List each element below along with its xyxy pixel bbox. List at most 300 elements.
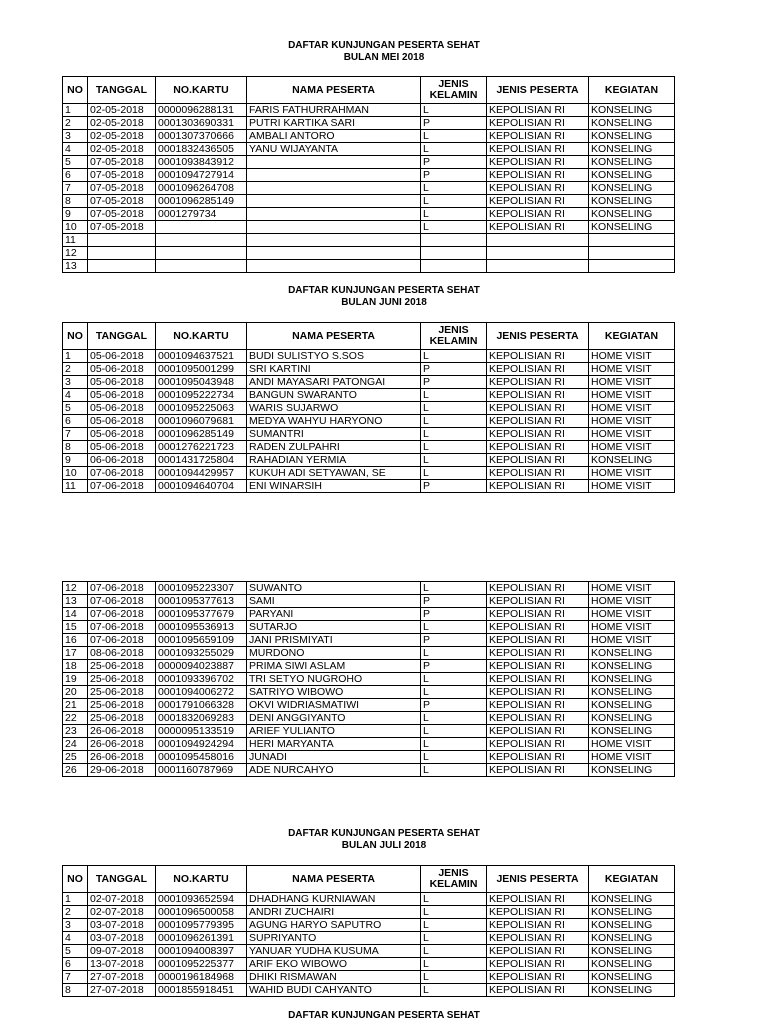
table-cell: L <box>421 738 487 751</box>
table-cell <box>156 234 247 247</box>
table-cell: KONSELING <box>589 195 675 208</box>
table-cell: 0001855918451 <box>156 984 247 997</box>
table-cell: 1 <box>63 893 88 906</box>
table-cell: 0001832069283 <box>156 712 247 725</box>
table-row <box>63 104 675 117</box>
table-cell: HOME VISIT <box>589 595 675 608</box>
table-cell: HOME VISIT <box>589 441 675 454</box>
table-cell: 24 <box>63 738 88 751</box>
table-body <box>63 350 675 493</box>
table-cell: L <box>421 182 487 195</box>
table-cell: 05-06-2018 <box>88 428 156 441</box>
table-cell: P <box>421 480 487 493</box>
table-cell: KEPOLISIAN RI <box>487 169 589 182</box>
table-cell: 6 <box>63 415 88 428</box>
table-row <box>63 389 675 402</box>
column-header: JENIS KELAMIN <box>421 866 487 893</box>
table-cell: 0001832436505 <box>156 143 247 156</box>
table-cell: HOME VISIT <box>589 751 675 764</box>
table-cell: KONSELING <box>589 117 675 130</box>
table-cell: 11 <box>63 480 88 493</box>
table-row <box>63 415 675 428</box>
column-header: KEGIATAN <box>589 866 675 893</box>
table-cell <box>156 247 247 260</box>
table-row <box>63 260 675 273</box>
table-cell: KEPOLISIAN RI <box>487 647 589 660</box>
table-cell: L <box>421 415 487 428</box>
table-cell: L <box>421 467 487 480</box>
table-cell: L <box>421 958 487 971</box>
table-cell: KEPOLISIAN RI <box>487 182 589 195</box>
table-cell: 5 <box>63 402 88 415</box>
table-cell: KEPOLISIAN RI <box>487 595 589 608</box>
table-cell: 14 <box>63 608 88 621</box>
table-cell: 0001094429957 <box>156 467 247 480</box>
table-cell: KEPOLISIAN RI <box>487 143 589 156</box>
table-cell: HOME VISIT <box>589 376 675 389</box>
table-cell: HOME VISIT <box>589 415 675 428</box>
table-cell: L <box>421 764 487 777</box>
table-cell: HOME VISIT <box>589 621 675 634</box>
table-row <box>63 647 675 660</box>
table-row <box>63 660 675 673</box>
table-cell: 26-06-2018 <box>88 751 156 764</box>
table-cell: 03-07-2018 <box>88 932 156 945</box>
table-cell: 0001094006272 <box>156 686 247 699</box>
table-cell: HOME VISIT <box>589 634 675 647</box>
table-row <box>63 182 675 195</box>
column-header: NO.KARTU <box>156 77 247 104</box>
table-cell: 13 <box>63 595 88 608</box>
table-cell: 0001093396702 <box>156 673 247 686</box>
table-cell: ADE NURCAHYO <box>247 764 421 777</box>
table-cell: WAHID BUDI CAHYANTO <box>247 984 421 997</box>
table-cell: PARYANI <box>247 608 421 621</box>
table-cell: L <box>421 221 487 234</box>
table-cell: KONSELING <box>589 182 675 195</box>
table-cell: P <box>421 363 487 376</box>
table-cell <box>487 234 589 247</box>
table-cell: P <box>421 699 487 712</box>
table-cell <box>421 234 487 247</box>
table-cell: KEPOLISIAN RI <box>487 673 589 686</box>
column-header: JENIS KELAMIN <box>421 323 487 350</box>
table-cell: KEPOLISIAN RI <box>487 467 589 480</box>
table-cell: 03-07-2018 <box>88 919 156 932</box>
table-cell: 0001095659109 <box>156 634 247 647</box>
column-header: JENIS PESERTA <box>487 77 589 104</box>
table-cell: SUPRIYANTO <box>247 932 421 945</box>
column-header: KEGIATAN <box>589 323 675 350</box>
table-cell: HOME VISIT <box>589 480 675 493</box>
table-cell: 7 <box>63 182 88 195</box>
table-cell: KEPOLISIAN RI <box>487 738 589 751</box>
table-cell: L <box>421 143 487 156</box>
table-cell: SATRIYO WIBOWO <box>247 686 421 699</box>
table-cell <box>589 247 675 260</box>
table-cell: KONSELING <box>589 712 675 725</box>
table-cell <box>156 260 247 273</box>
table-row <box>63 712 675 725</box>
table-row <box>63 234 675 247</box>
table-cell: SUWANTO <box>247 582 421 595</box>
table-cell: 27-07-2018 <box>88 984 156 997</box>
table-cell: KEPOLISIAN RI <box>487 764 589 777</box>
table-cell: BUDI SULISTYO S.SOS <box>247 350 421 363</box>
table-cell: 9 <box>63 454 88 467</box>
table-cell: BANGUN SWARANTO <box>247 389 421 402</box>
table-cell: KEPOLISIAN RI <box>487 945 589 958</box>
table-cell <box>421 247 487 260</box>
table-cell: KUKUH ADI SETYAWAN, SE <box>247 467 421 480</box>
table-cell: L <box>421 751 487 764</box>
table-row <box>63 363 675 376</box>
table-cell: 26-06-2018 <box>88 725 156 738</box>
table-cell: KONSELING <box>589 156 675 169</box>
table-cell: KEPOLISIAN RI <box>487 608 589 621</box>
table-row <box>63 221 675 234</box>
table-cell: KONSELING <box>589 958 675 971</box>
table-cell: 0001095222734 <box>156 389 247 402</box>
table-header <box>63 866 675 893</box>
table-cell: 13 <box>63 260 88 273</box>
table-row <box>63 699 675 712</box>
table-cell: 0001094727914 <box>156 169 247 182</box>
table-cell: 0000096288131 <box>156 104 247 117</box>
section-title: DAFTAR KUNJUNGAN PESERTA SEHAT <box>288 828 480 839</box>
table-cell: KEPOLISIAN RI <box>487 104 589 117</box>
table-row <box>63 984 675 997</box>
table-cell: HOME VISIT <box>589 582 675 595</box>
table-cell: 2 <box>63 117 88 130</box>
table-cell: MURDONO <box>247 647 421 660</box>
table-row <box>63 634 675 647</box>
table-row <box>63 376 675 389</box>
section-subtitle: BULAN MEI 2018 <box>343 52 425 63</box>
table-cell: 19 <box>63 673 88 686</box>
table-row <box>63 919 675 932</box>
table-cell <box>247 169 421 182</box>
table-cell: 8 <box>63 195 88 208</box>
column-header: NO.KARTU <box>156 323 247 350</box>
table-cell: KEPOLISIAN RI <box>487 621 589 634</box>
table-cell <box>589 260 675 273</box>
table-cell: KEPOLISIAN RI <box>487 350 589 363</box>
table-cell: HERI MARYANTA <box>247 738 421 751</box>
table-cell: KONSELING <box>589 143 675 156</box>
table-cell: 25-06-2018 <box>88 673 156 686</box>
table-cell: KEPOLISIAN RI <box>487 195 589 208</box>
table-cell: 0001095225063 <box>156 402 247 415</box>
table-row <box>63 454 675 467</box>
table-cell: 4 <box>63 143 88 156</box>
table-cell: SUTARJO <box>247 621 421 634</box>
table-cell: L <box>421 208 487 221</box>
table-cell: AGUNG HARYO SAPUTRO <box>247 919 421 932</box>
table-mei <box>62 76 675 273</box>
table-cell: KONSELING <box>589 764 675 777</box>
table-cell <box>247 234 421 247</box>
table-cell: 09-07-2018 <box>88 945 156 958</box>
table-cell: SUMANTRI <box>247 428 421 441</box>
table-cell: DENI ANGGIYANTO <box>247 712 421 725</box>
table-cell: 0001096285149 <box>156 428 247 441</box>
table-row <box>63 156 675 169</box>
table-cell: L <box>421 919 487 932</box>
table-cell: KEPOLISIAN RI <box>487 906 589 919</box>
table-cell: HOME VISIT <box>589 467 675 480</box>
table-cell: KONSELING <box>589 673 675 686</box>
column-header: JENIS KELAMIN <box>421 77 487 104</box>
table-cell: 6 <box>63 958 88 971</box>
table-cell: 0001094637521 <box>156 350 247 363</box>
table-cell: KONSELING <box>589 647 675 660</box>
table-cell: 05-06-2018 <box>88 389 156 402</box>
table-cell: 7 <box>63 428 88 441</box>
section-subtitle: BULAN JULI 2018 <box>341 840 427 851</box>
column-header: NO <box>63 77 88 104</box>
table-row <box>63 971 675 984</box>
table-cell: 0001094008397 <box>156 945 247 958</box>
table-cell: 07-06-2018 <box>88 595 156 608</box>
table-cell: 25-06-2018 <box>88 712 156 725</box>
table-juni <box>62 322 675 493</box>
table-cell: 3 <box>63 130 88 143</box>
table-cell: SAMI <box>247 595 421 608</box>
table-cell: L <box>421 350 487 363</box>
header-row <box>63 866 675 893</box>
table-cell: P <box>421 608 487 621</box>
table-cell: 8 <box>63 984 88 997</box>
table-cell: P <box>421 169 487 182</box>
table-cell: L <box>421 130 487 143</box>
table-cell: 08-06-2018 <box>88 647 156 660</box>
table-cell: 0001096264708 <box>156 182 247 195</box>
column-header: TANGGAL <box>88 323 156 350</box>
table-row <box>63 441 675 454</box>
table-cell: KEPOLISIAN RI <box>487 208 589 221</box>
table-cell <box>589 234 675 247</box>
table-cell: L <box>421 673 487 686</box>
table-cell: PUTRI KARTIKA SARI <box>247 117 421 130</box>
table-cell: 22 <box>63 712 88 725</box>
table-cell: KEPOLISIAN RI <box>487 893 589 906</box>
table-cell: 21 <box>63 699 88 712</box>
table-cell: 8 <box>63 441 88 454</box>
table-cell: KEPOLISIAN RI <box>487 441 589 454</box>
table-cell: KONSELING <box>589 686 675 699</box>
table-cell: 07-05-2018 <box>88 156 156 169</box>
table-row <box>63 130 675 143</box>
title-juni <box>0 285 768 309</box>
table-cell: HOME VISIT <box>589 428 675 441</box>
table-cell: 07-05-2018 <box>88 169 156 182</box>
table-cell: 0001431725804 <box>156 454 247 467</box>
table-row <box>63 751 675 764</box>
table-cell: KEPOLISIAN RI <box>487 221 589 234</box>
table-row <box>63 143 675 156</box>
table-cell: SRI KARTINI <box>247 363 421 376</box>
table-cell: KEPOLISIAN RI <box>487 454 589 467</box>
table-cell: 0001160787969 <box>156 764 247 777</box>
table-cell: 07-05-2018 <box>88 221 156 234</box>
table-cell: 07-06-2018 <box>88 621 156 634</box>
table-cell: KONSELING <box>589 893 675 906</box>
table-row <box>63 247 675 260</box>
table-cell: KEPOLISIAN RI <box>487 402 589 415</box>
table-row <box>63 738 675 751</box>
table-cell: 1 <box>63 104 88 117</box>
table-cell: KONSELING <box>589 945 675 958</box>
table-cell: KEPOLISIAN RI <box>487 984 589 997</box>
table-cell: 07-06-2018 <box>88 582 156 595</box>
table-cell: L <box>421 932 487 945</box>
table-cell: KEPOLISIAN RI <box>487 686 589 699</box>
table-cell: 3 <box>63 376 88 389</box>
table-cell: L <box>421 195 487 208</box>
table-cell: 17 <box>63 647 88 660</box>
table-cell <box>247 156 421 169</box>
table-cell <box>487 260 589 273</box>
table-cell: HOME VISIT <box>589 389 675 402</box>
column-header: NO.KARTU <box>156 866 247 893</box>
table-cell: HOME VISIT <box>589 608 675 621</box>
table-row <box>63 195 675 208</box>
table-cell: 2 <box>63 363 88 376</box>
table-cell: L <box>421 441 487 454</box>
section-title: DAFTAR KUNJUNGAN PESERTA SEHAT <box>288 40 480 51</box>
header-row <box>63 323 675 350</box>
table-cell: 0001095377613 <box>156 595 247 608</box>
table-cell: 0001095779395 <box>156 919 247 932</box>
table-juli <box>62 865 675 997</box>
table-cell: ANDRI ZUCHAIRI <box>247 906 421 919</box>
table-row <box>63 764 675 777</box>
table-row <box>63 958 675 971</box>
table-cell: 07-05-2018 <box>88 208 156 221</box>
table-cell: KONSELING <box>589 699 675 712</box>
table-cell: P <box>421 156 487 169</box>
table-cell: 5 <box>63 945 88 958</box>
table-cell: 0001096285149 <box>156 195 247 208</box>
table-cell: KONSELING <box>589 971 675 984</box>
table-cell: 0001307370666 <box>156 130 247 143</box>
table-cell: 07-05-2018 <box>88 182 156 195</box>
table-cell: L <box>421 984 487 997</box>
table-cell: KEPOLISIAN RI <box>487 156 589 169</box>
table-row <box>63 608 675 621</box>
column-header: TANGGAL <box>88 866 156 893</box>
table-cell: 9 <box>63 208 88 221</box>
table-cell <box>88 260 156 273</box>
table-cell: HOME VISIT <box>589 363 675 376</box>
table-cell: 07-06-2018 <box>88 467 156 480</box>
table-cell: L <box>421 582 487 595</box>
table-cell: HOME VISIT <box>589 402 675 415</box>
table-cell: 06-06-2018 <box>88 454 156 467</box>
table-cell <box>247 247 421 260</box>
table-cell: 3 <box>63 919 88 932</box>
table-cell: KONSELING <box>589 932 675 945</box>
table-row <box>63 725 675 738</box>
table-cell: 0001791066328 <box>156 699 247 712</box>
table-row <box>63 945 675 958</box>
column-header: NAMA PESERTA <box>247 77 421 104</box>
table-cell: 25 <box>63 751 88 764</box>
table-row <box>63 169 675 182</box>
table-row <box>63 402 675 415</box>
table-cell: 0001094924294 <box>156 738 247 751</box>
table-cell: 11 <box>63 234 88 247</box>
table-cell: RAHADIAN YERMIA <box>247 454 421 467</box>
table-cell: 0001279734 <box>156 208 247 221</box>
table-body <box>63 104 675 273</box>
table-cell: HOME VISIT <box>589 738 675 751</box>
table-cell: 0001094640704 <box>156 480 247 493</box>
table-cell: KEPOLISIAN RI <box>487 389 589 402</box>
table-cell: P <box>421 595 487 608</box>
table-cell: KEPOLISIAN RI <box>487 428 589 441</box>
table-cell: KONSELING <box>589 104 675 117</box>
table-cell: 5 <box>63 156 88 169</box>
table-cell <box>247 221 421 234</box>
table-cell: 0001095223307 <box>156 582 247 595</box>
table-cell: 05-06-2018 <box>88 376 156 389</box>
column-header: JENIS PESERTA <box>487 866 589 893</box>
table-row <box>63 350 675 363</box>
table-cell: L <box>421 906 487 919</box>
table-cell: 05-06-2018 <box>88 415 156 428</box>
table-cell: 25-06-2018 <box>88 699 156 712</box>
table-row <box>63 428 675 441</box>
table-cell: KEPOLISIAN RI <box>487 480 589 493</box>
table-cell: 0001093652594 <box>156 893 247 906</box>
column-header: JENIS PESERTA <box>487 323 589 350</box>
table-cell: 0001096500058 <box>156 906 247 919</box>
table-cell: 0001095536913 <box>156 621 247 634</box>
table-cell: KONSELING <box>589 454 675 467</box>
table-cell: 20 <box>63 686 88 699</box>
section-title: DAFTAR KUNJUNGAN PESERTA SEHAT <box>288 285 480 296</box>
table-cell: KEPOLISIAN RI <box>487 919 589 932</box>
table-cell: L <box>421 686 487 699</box>
table-cell: JANI PRISMIYATI <box>247 634 421 647</box>
table-row <box>63 932 675 945</box>
table-cell: KEPOLISIAN RI <box>487 699 589 712</box>
table-cell: 0001093255029 <box>156 647 247 660</box>
title-mei <box>0 40 768 64</box>
table-cell: KONSELING <box>589 906 675 919</box>
table-cell: L <box>421 428 487 441</box>
table-cell: KONSELING <box>589 130 675 143</box>
table-row <box>63 686 675 699</box>
table-cell: ARIF EKO WIBOWO <box>247 958 421 971</box>
table-cell: RADEN ZULPAHRI <box>247 441 421 454</box>
table-cell: P <box>421 660 487 673</box>
table-cell: 27-07-2018 <box>88 971 156 984</box>
table-cell <box>247 208 421 221</box>
table-cell: L <box>421 104 487 117</box>
table-cell: 0001095377679 <box>156 608 247 621</box>
table-cell: 02-05-2018 <box>88 143 156 156</box>
table-cell: 0001303690331 <box>156 117 247 130</box>
table-cell: 07-06-2018 <box>88 480 156 493</box>
column-header: NO <box>63 866 88 893</box>
table-row <box>63 467 675 480</box>
table-cell: 02-05-2018 <box>88 104 156 117</box>
table-cell: KONSELING <box>589 984 675 997</box>
table-cell: 02-07-2018 <box>88 893 156 906</box>
